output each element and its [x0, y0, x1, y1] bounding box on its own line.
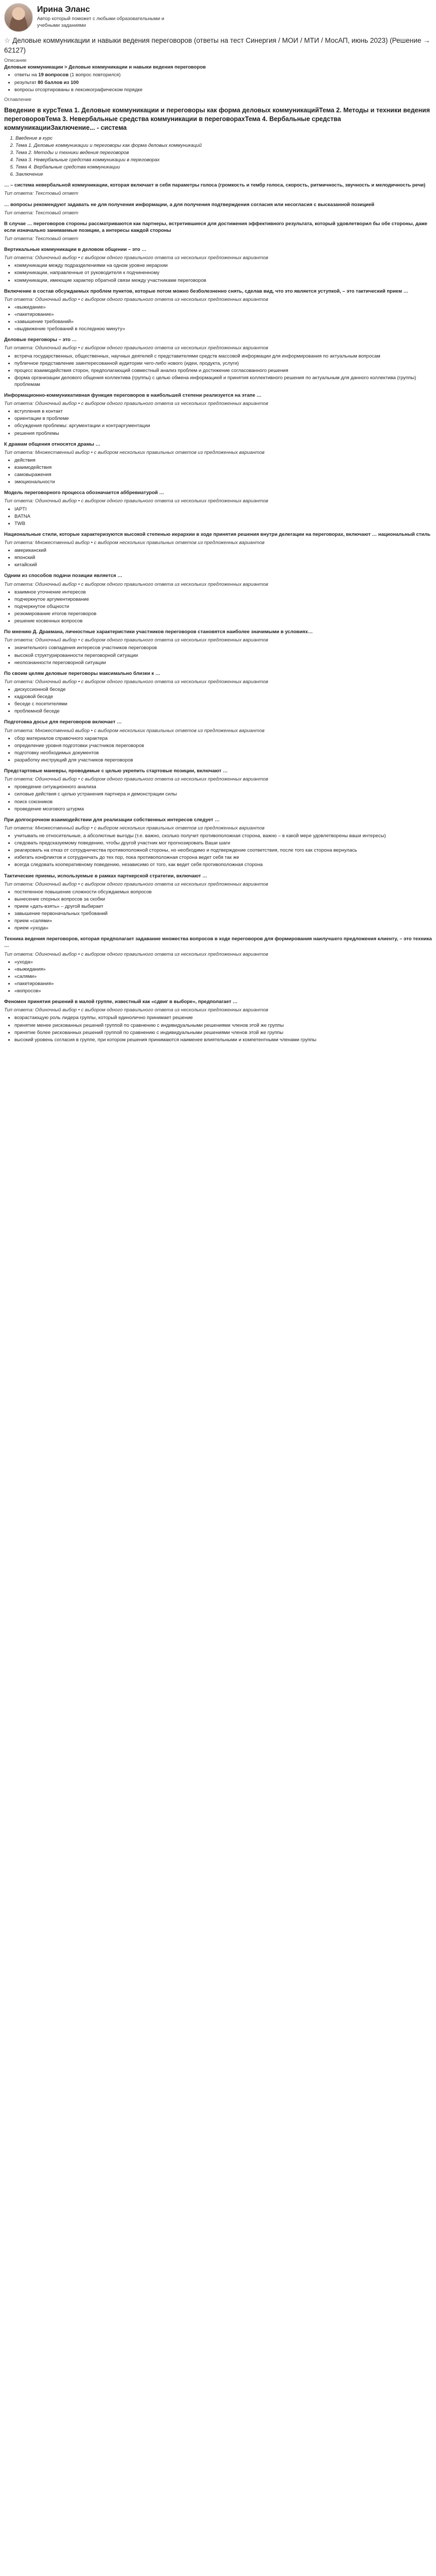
meta-item: • вопросы отсортированы в лексикографическом порядке [14, 87, 432, 93]
answer-option: • прием «салями» [14, 918, 432, 924]
breadcrumb: Деловые коммуникации > Деловые коммуникации и навыки ведения переговоров [4, 64, 206, 71]
question-block [4, 629, 432, 666]
question-text: … – система невербальной коммуникации, которая включает в себя параметры голоса (громкость и тембр голоса, скорость, ритмичность, звучность и мелодичность речи) [4, 182, 426, 189]
answer-option: • «выдвижение требований в последнюю минуту» [14, 326, 432, 332]
answer-option: • всегда следовать кооперативному поведению, независимо от того, как ведет себя противоположная сторона [14, 861, 432, 868]
question-text: Информационно-коммуникативная функция переговоров в наибольшей степени реализуется на этапе … [4, 393, 261, 399]
answer-option: • «выжидание» [14, 304, 432, 311]
question-text: Подготовка досье для переговоров включает … [4, 719, 122, 725]
answer-option: • значительного совпадения интересов участников переговоров [14, 645, 432, 651]
answer-option: • IAPTI [14, 506, 432, 513]
answer-options [4, 784, 432, 812]
answer-options [4, 353, 432, 388]
answer-option: • обсуждения проблемы: аргументации и контраргументации [14, 422, 432, 429]
answer-option: • принятие менее рискованных решений группой по сравнению с индивидуальными решениями членов этой же группы [14, 1022, 432, 1029]
answer-type: Тип ответа: Множественный выбор • с выбором нескольких правильных ответов из предложенных вариантов [4, 727, 265, 734]
answer-option: • учитывать не относительные, а абсолютные выгоды (т.е. важно, сколько получит противоположная сторона, важно – в какой мере удовлетворены ваши интересы) [14, 833, 432, 839]
question-block [4, 768, 432, 812]
answer-option: • решения проблемы [14, 430, 432, 437]
question-block [4, 531, 432, 569]
author-description: Автор который поможет с любыми образовательными и учебными заданиями [37, 16, 165, 29]
answer-options [4, 457, 432, 485]
answer-option: • процесс взаимодействия сторон, предполагающий совместный анализ проблем и достижение согласованного решения [14, 367, 432, 374]
answer-option: • действия [14, 457, 432, 464]
question-block [4, 936, 432, 994]
question-text: При долгосрочном взаимодействии для реализации собственных интересов следует … [4, 817, 220, 823]
answer-option: • проведение мозгового штурма [14, 806, 432, 812]
answer-options [4, 262, 432, 283]
question-text: Техника ведения переговоров, которая предполагает задавание множества вопросов в ходе переговоров для формирования наилучшего предложения клиенту, – это техника … [4, 936, 432, 949]
answer-options [4, 686, 432, 715]
answer-option: • подчеркнутое общности [14, 603, 432, 610]
answer-option: • завышение первоначальных требований [14, 910, 432, 917]
answer-type: Тип ответа: Текстовый ответ [4, 235, 79, 242]
answer-option: • поиск союзников [14, 799, 432, 805]
author-card [4, 3, 432, 32]
answer-option: • прием «дать-взять» – другой выбирает [14, 903, 432, 910]
question-text: Вертикальные коммуникации в деловом общении – это … [4, 247, 147, 253]
answer-option: • «пакетирования» [14, 980, 432, 987]
intro-title: Введение в курсТема 1. Деловые коммуникации и переговоры как форма деловых коммуникацийТема 2. Методы и техники ведения переговоровТема 3. Невербальные средства коммуникации в переговорахТема 4. Вербальные средства коммуникацииЗаключение... - система [4, 106, 430, 132]
question-block [4, 817, 432, 869]
answer-options [4, 547, 432, 568]
answer-option: • «ухода» [14, 959, 432, 965]
question-text: Национальные стили, которые характеризуются высокой степенью иерархии в ходе принятия решения внутри делегации на переговорах, включают … национальный стиль [4, 531, 431, 537]
answer-type: Тип ответа: Множественный выбор • с выбором нескольких правильных ответов из предложенных вариантов [4, 449, 265, 455]
answer-option: • публичное представление заинтересованной аудитории чего-либо нового (идеи, продукта, услуги) [14, 360, 432, 367]
toc-item[interactable]: 5. Тема 4. Вербальные средства коммуникации [15, 164, 432, 171]
answer-option: • вынесение спорных вопросов за скобки [14, 896, 432, 903]
author-avatar[interactable] [4, 3, 33, 32]
question-text: По своим целям деловые переговоры максимально близки к … [4, 670, 161, 676]
answer-type: Тип ответа: Одиночный выбор • с выбором одного правильного ответа из нескольких предложенных вариантов [4, 679, 268, 685]
description-label: Описание [4, 58, 27, 64]
question-text: Феномен принятия решений в малой группе, известный как «сдвиг в выборе», предполагает … [4, 999, 238, 1005]
answer-option: • японский [14, 554, 432, 561]
answer-type: Тип ответа: Одиночный выбор • с выбором одного правильного ответа из нескольких предложенных вариантов [4, 401, 268, 407]
answer-type: Тип ответа: Одиночный выбор • с выбором одного правильного ответа из нескольких предложенных вариантов [4, 951, 268, 957]
question-text: … вопросы рекомендуют задавать не для получения информации, а для получения подтверждения согласия или несогласия с высказанной позицией [4, 201, 375, 208]
question-block [4, 246, 432, 284]
question-block [4, 392, 432, 437]
question-block [4, 221, 432, 242]
answer-option: • американский [14, 547, 432, 554]
question-block [4, 182, 432, 197]
question-block [4, 719, 432, 764]
answer-option: • проблемной беседе [14, 708, 432, 715]
answer-options [4, 506, 432, 527]
answer-option: • взаимное уточнение интересов [14, 589, 432, 596]
toc-item[interactable]: 3. Тема 2. Методы и техники ведения переговоров [15, 149, 432, 156]
answer-type: Тип ответа: Одиночный выбор • с выбором одного правильного ответа из нескольких предложенных вариантов [4, 345, 268, 351]
answer-options [4, 833, 432, 869]
answer-option: • решение косвенных вопросов [14, 618, 432, 624]
question-text: Включение в состав обсуждаемых проблем пунктов, которые потом можно безболезненно снять, сделав вид, что это является уступкой, – это тактический прием … [4, 288, 409, 294]
answer-option: • эмоциональности [14, 479, 432, 485]
answer-option: • взаимодействия [14, 464, 432, 471]
answer-type: Тип ответа: Текстовый ответ [4, 191, 79, 197]
answer-options [4, 645, 432, 666]
answer-option: • беседе с посетителями [14, 701, 432, 707]
answer-option: • вступления в контакт [14, 408, 432, 415]
answer-option: • «вопросов» [14, 988, 432, 994]
question-text: Тактические приемы, используемые в рамках партнерской стратегии, включают … [4, 873, 207, 879]
answer-type: Тип ответа: Одиночный выбор • с выбором одного правильного ответа из нескольких предложенных вариантов [4, 255, 268, 261]
answer-option: • разработку инструкций для участников переговоров [14, 757, 432, 764]
author-info [37, 3, 171, 29]
answer-option: • китайский [14, 562, 432, 568]
question-block [4, 441, 432, 486]
answer-options [4, 959, 432, 995]
answer-option: • «пакетирование» [14, 311, 432, 318]
answer-type: Тип ответа: Одиночный выбор • с выбором одного правильного ответа из нескольких предложенных вариантов [4, 296, 268, 302]
question-block [4, 288, 432, 333]
answer-option: • возрастающую роль лидера группы, который единолично принимает решение [14, 1014, 432, 1021]
answer-option: • «салями» [14, 973, 432, 980]
question-block [4, 572, 432, 624]
question-block [4, 873, 432, 932]
answer-option: • постепенное повышение сложности обсуждаемых вопросов [14, 889, 432, 895]
page-title [4, 36, 432, 55]
question-text: Деловые переговоры – это … [4, 337, 77, 343]
answer-option: • «завышение требований» [14, 318, 432, 325]
answer-options [4, 304, 432, 332]
questions-list [4, 182, 432, 1043]
answer-options [4, 1014, 432, 1043]
answer-option: • проведение ситуационного анализа [14, 784, 432, 790]
answer-option: • принятие более рискованных решений группой по сравнению с индивидуальными решениями членов этой же группы [14, 1029, 432, 1036]
meta-list [4, 72, 432, 93]
answer-options [4, 589, 432, 625]
answer-type: Тип ответа: Текстовый ответ [4, 210, 79, 216]
meta-item: • результат 80 баллов из 100 [14, 79, 432, 86]
question-block [4, 201, 432, 216]
answer-option: • коммуникации, направленные от руководителя к подчиненному [14, 269, 432, 276]
star-icon[interactable]: ☆ [4, 37, 11, 44]
answer-options [4, 408, 432, 436]
answer-option: • реагировать на отказ от сотрудничества противоположной стороны, но необходимо и подтверждение соответствия, после того как сторона вернулась [14, 847, 432, 854]
answer-option: • форма организации делового общения коллектива (группы) с целью обмена информацией и принятия коллективного решения по актуальным для данного коллектива (группы) проблемам [14, 375, 432, 388]
answer-type: Тип ответа: Одиночный выбор • с выбором одного правильного ответа из нескольких предложенных вариантов [4, 1007, 268, 1013]
question-block [4, 670, 432, 715]
toc-item[interactable]: 6. Заключение [15, 171, 432, 178]
answer-option: • самовыражения [14, 471, 432, 478]
answer-options [4, 735, 432, 764]
question-text: Одним из способов подачи позиции является … [4, 573, 123, 579]
answer-option: • «выжидания» [14, 966, 432, 973]
table-of-contents [4, 135, 432, 178]
toc-item[interactable]: 1. Введение в курс [15, 135, 432, 142]
question-text: Предстартовые маневры, проводимые с целью укрепить стартовые позиции, включают … [4, 768, 228, 774]
meta-item: • ответы на 19 вопросов (1 вопрос повторился) [14, 72, 432, 78]
answer-option: • ориентации в проблеме [14, 415, 432, 422]
answer-option: • коммуникации между подразделениями на одном уровне иерархии [14, 262, 432, 269]
answer-option: • TWB [14, 520, 432, 527]
answer-type: Тип ответа: Одиночный выбор • с выбором одного правильного ответа из нескольких предложенных вариантов [4, 776, 268, 783]
answer-option: • высокой структурированности переговорной ситуации [14, 652, 432, 659]
answer-option: • подчеркнутое аргументирование [14, 596, 432, 603]
answer-option: • прием «ухода» [14, 925, 432, 931]
answer-option: • сбор материалов справочного характера [14, 735, 432, 742]
question-block [4, 336, 432, 388]
question-block [4, 998, 432, 1043]
answer-option: • резюмирование итогов переговоров [14, 611, 432, 617]
answer-option: • дискуссионной беседе [14, 686, 432, 693]
answer-type: Тип ответа: Одиночный выбор • с выбором одного правильного ответа из нескольких предложенных вариантов [4, 498, 268, 504]
answer-option: • силовые действия с целью устранения партнера и демонстрации силы [14, 791, 432, 798]
toc-label: Оглавление [4, 96, 31, 103]
page [0, 0, 436, 1048]
answer-type: Тип ответа: Одиночный выбор • с выбором одного правильного ответа из нескольких предложенных вариантов [4, 881, 268, 887]
answer-type: Тип ответа: Одиночный выбор • с выбором одного правильного ответа из нескольких предложенных вариантов [4, 581, 268, 587]
answer-option: • высокий уровень согласия в группе, при котором решения принимаются наименее влиятельными и компетентными членами группы [14, 1037, 432, 1043]
question-block [4, 489, 432, 527]
answer-option: • следовать предсказуемому поведению, чтобы другой участник мог прогнозировать Ваши шаги [14, 840, 432, 846]
question-text: По мнению Д. Дракмана, личностные характеристики участников переговоров становятся наиболее значимыми в условиях… [4, 629, 313, 635]
answer-option: • подготовку необходимых документов [14, 750, 432, 756]
toc-item[interactable]: 2. Тема 1. Деловые коммуникации и переговоры как форма деловых коммуникаций [15, 142, 432, 149]
author-name[interactable]: Ирина Эланс [37, 5, 90, 14]
question-text: В случае … переговоров стороны рассматриваются как партнеры, встретившиеся для достижения эффективного результата, который удовлетворил бы обе стороны, даже если изначально занимаемые позиции, а интересы каждой стороны [4, 221, 428, 233]
toc-item[interactable]: 4. Тема 3. Невербальные средства коммуникации в переговорах [15, 157, 432, 163]
answer-type: Тип ответа: Множественный выбор • с выбором нескольких правильных ответов из предложенных вариантов [4, 540, 265, 546]
question-text: К драмам общения относятся драмы … [4, 441, 100, 447]
answer-option: • определение уровня подготовки участников переговоров [14, 742, 432, 749]
answer-option: • встреча государственных, общественных, научных деятелей с представителями средств массовой информации для информирования по актуальным вопросам [14, 353, 432, 360]
page-title-text: Деловые коммуникации и навыки ведения переговоров (ответы на тест Синергия / МОИ / МТИ / МосАП, июнь 2023) (Решение → 62127) [4, 37, 430, 54]
answer-option: • коммуникации, имеющие характер обратной связи между участниками переговоров [14, 277, 432, 284]
answer-type: Тип ответа: Множественный выбор • с выбором нескольких правильных ответов из предложенных вариантов [4, 825, 265, 831]
question-text: Модель переговорного процесса обозначается аббревиатурой … [4, 490, 164, 496]
answer-option: • избегать конфликтов и сотрудничать до тех пор, пока противоположная сторона ведет себя так же [14, 854, 432, 861]
answer-option: • кадровой беседе [14, 693, 432, 700]
answer-options [4, 889, 432, 932]
answer-option: • неопознанности переговорной ситуации [14, 659, 432, 666]
answer-option: • BATNA [14, 513, 432, 520]
answer-type: Тип ответа: Одиночный выбор • с выбором одного правильного ответа из нескольких предложенных вариантов [4, 637, 268, 643]
